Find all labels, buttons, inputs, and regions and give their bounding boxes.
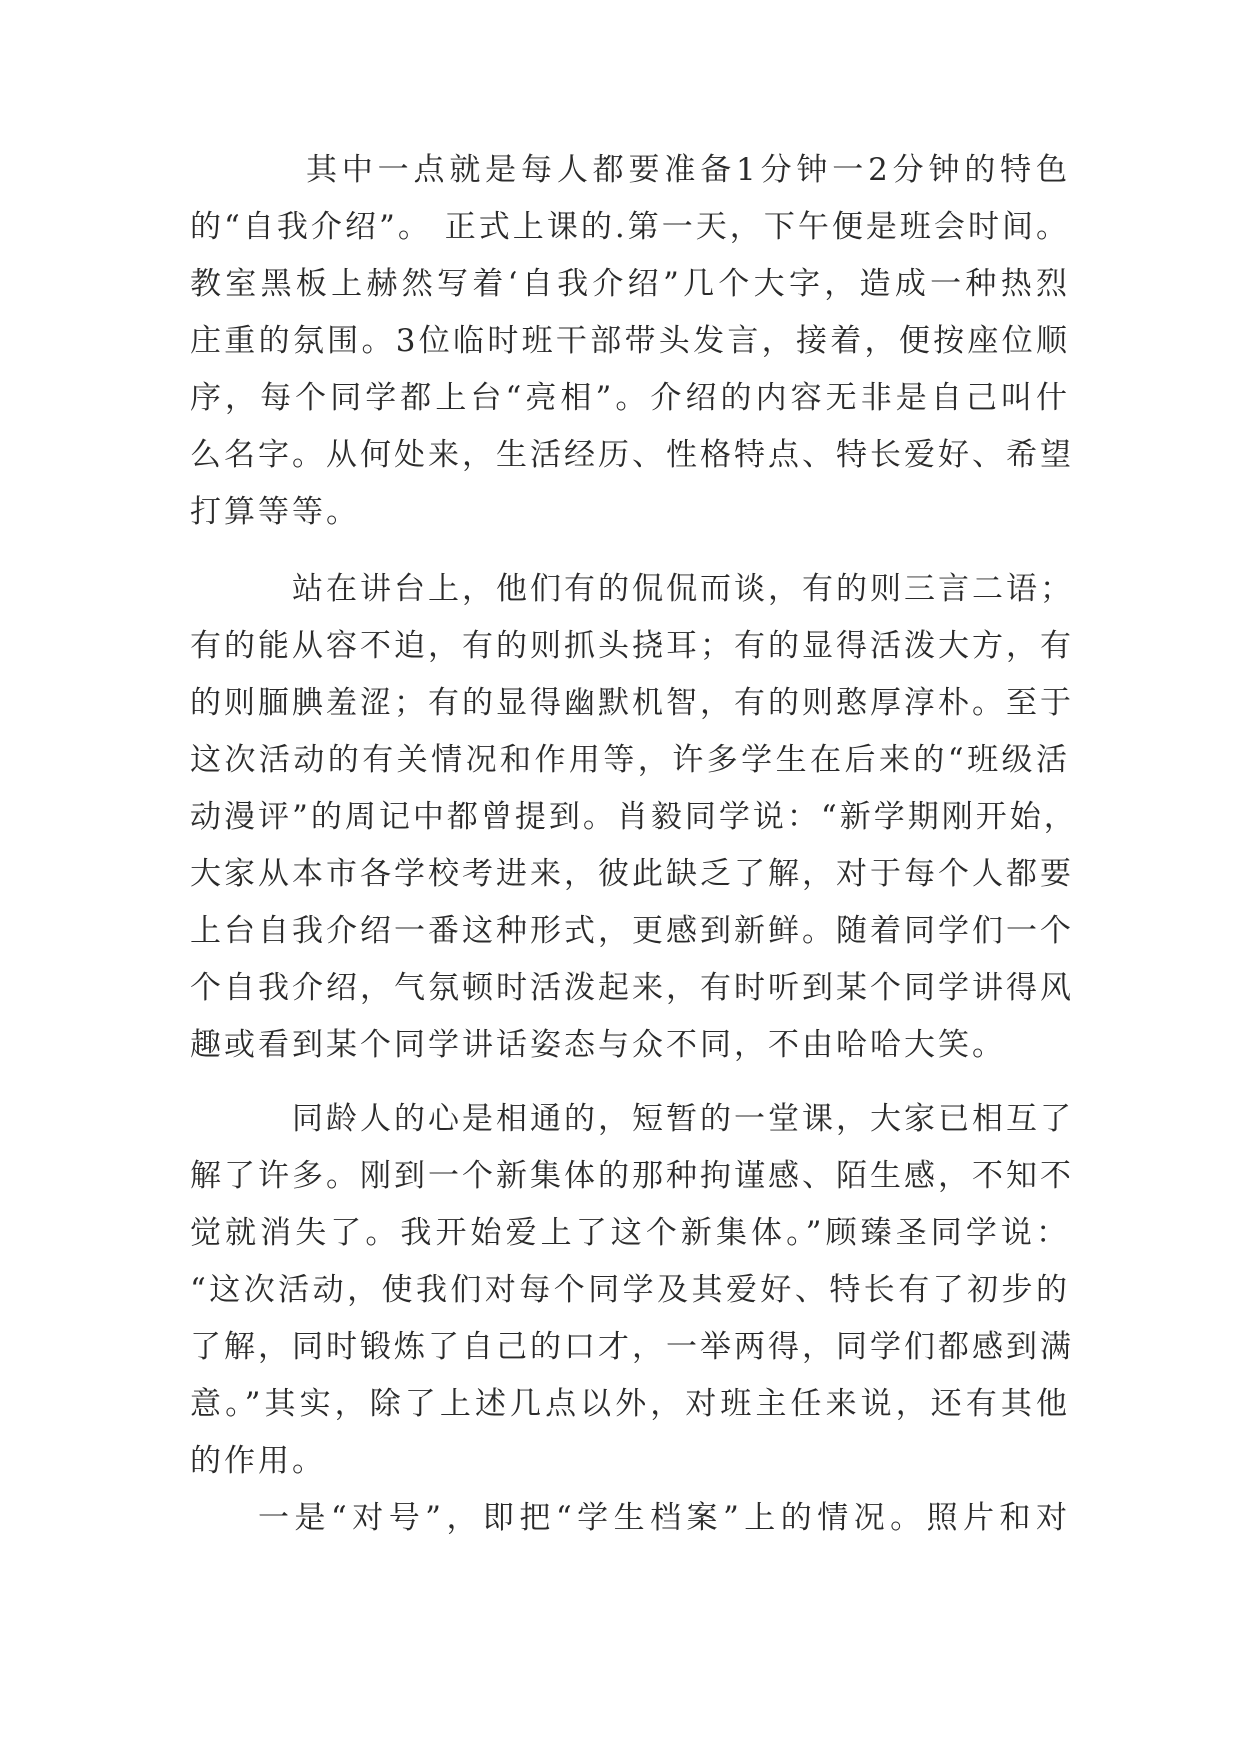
- paragraph-1-line-3: 教室黑板上赫然写着‘自我介绍”几个大字，造成一种热烈: [190, 266, 1070, 302]
- paragraph-1-line-4: 庄重的氛围。3位临时班干部带头发言，接着，便按座位顺: [190, 323, 1070, 359]
- paragraph-1-line-7: 打算等等。: [190, 494, 360, 530]
- paragraph-2-line-7: 上台自我介绍一番这种形式，更感到新鲜。随着同学们一个: [190, 913, 1074, 949]
- paragraph-3-line-3: 觉就消失了。我开始爱上了这个新集体。”顾臻圣同学说：: [190, 1215, 1070, 1251]
- paragraph-3-line-7: 的作用。: [190, 1443, 326, 1479]
- paragraph-3-line-2: 解了许多。刚到一个新集体的那种拘谨感、陌生感，不知不: [190, 1158, 1074, 1194]
- paragraph-3-line-4: “这次活动，使我们对每个同学及其爱好、特长有了初步的: [190, 1272, 1070, 1308]
- paragraph-2-line-5: 动漫评”的周记中都曾提到。肖毅同学说：“新学期刚开始，: [190, 799, 1078, 835]
- paragraph-2-line-1: 站在讲台上，他们有的侃侃而谈，有的则三言二语；: [292, 571, 1074, 607]
- paragraph-3-line-1: 同龄人的心是相通的，短暂的一堂课，大家已相互了: [292, 1101, 1074, 1137]
- paragraph-1-line-2: 的“自我介绍”。 正式上课的.第一天，下午便是班会时间。: [190, 209, 1070, 245]
- paragraph-2-line-3: 的则腼腆羞涩；有的显得幽默机智，有的则憨厚淳朴。至于: [190, 685, 1074, 721]
- paragraph-4-line-1: 一是“对号”，即把“学生档案”上的情况。照片和对: [258, 1500, 1070, 1536]
- paragraph-2-line-2: 有的能从容不迫，有的则抓头挠耳；有的显得活泼大方，有: [190, 628, 1074, 664]
- paragraph-3-line-6: 意。”其实，除了上述几点以外，对班主任来说，还有其他: [190, 1386, 1070, 1422]
- paragraph-2-line-6: 大家从本市各学校考进来，彼此缺乏了解，对于每个人都要: [190, 856, 1074, 892]
- paragraph-2-line-9: 趣或看到某个同学讲话姿态与众不同，不由哈哈大笑。: [190, 1027, 1006, 1063]
- paragraph-3-line-5: 了解，同时锻炼了自己的口才，一举两得，同学们都感到满: [190, 1329, 1074, 1365]
- paragraph-2-line-4: 这次活动的有关情况和作用等，许多学生在后来的“班级活: [190, 742, 1070, 778]
- paragraph-2-line-8: 个自我介绍，气氛顿时活泼起来，有时听到某个同学讲得风: [190, 970, 1074, 1006]
- paragraph-1-line-1: 其中一点就是每人都要准备1分钟一2分钟的特色: [306, 152, 1070, 188]
- paragraph-1-line-5: 序，每个同学都上台“亮相”。介绍的内容无非是自己叫什: [190, 380, 1070, 416]
- paragraph-1-line-6: 么名字。从何处来，生活经历、性格特点、特长爱好、希望: [190, 437, 1074, 473]
